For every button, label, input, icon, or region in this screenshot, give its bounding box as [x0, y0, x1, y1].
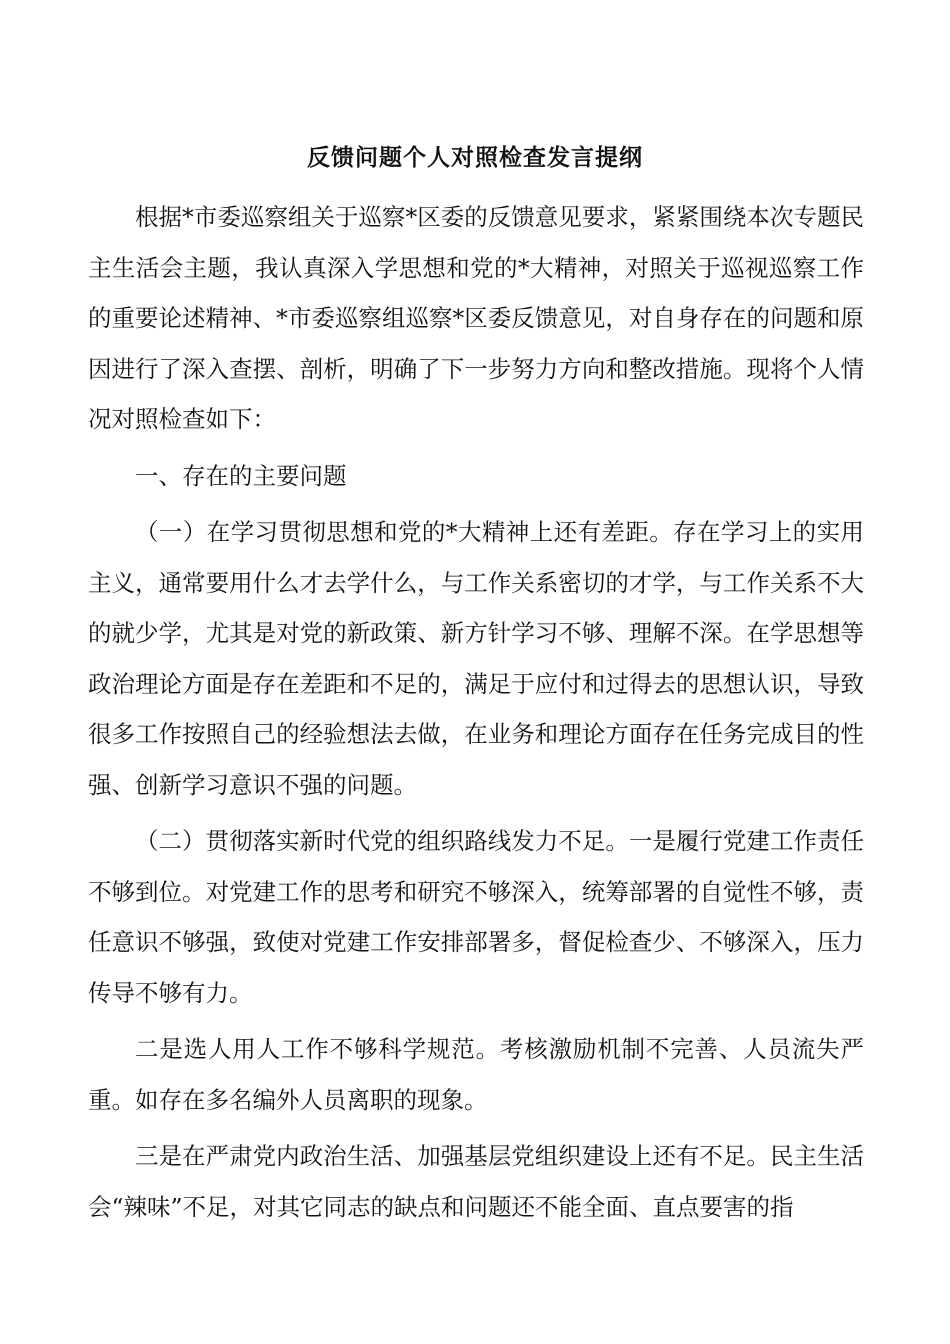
paragraph-problem-one: （一）在学习贯彻思想和党的*大精神上还有差距。存在学习上的实用主义，通常要用什么才去学什么，与工作关系密切的才学，与工作关系不大的就少学，尤其是对党的新政策、新方针学习不够、理解不深。在学思想等政治理论方面是存在差距和不足的，满足于应付和过得去的思想认识，导致很多工作按照自己的经验想法去做，在业务和理论方面存在任务完成目的性强、创新学习意识不强的问题。 — [88, 518, 864, 799]
document-title: 反馈问题个人对照检查发言提纲 — [307, 145, 643, 171]
section-heading-main-problems: 一、存在的主要问题 — [135, 461, 347, 490]
paragraph-point-two: 二是选人用人工作不够科学规范。考核激励机制不完善、人员流失严重。如存在多名编外人员离职的现象。 — [88, 1035, 864, 1114]
paragraph-intro: 根据*市委巡察组关于巡察*区委的反馈意见要求，紧紧围绕本次专题民主生活会主题，我认真深入学思想和党的*大精神，对照关于巡视巡察工作的重要论述精神、*市委巡察组巡察*区委反馈意见，对自身存在的问题和原因进行了深入查摆、剖析，明确了下一步努力方向和整改措施。现将个人情况对照检查如下： — [88, 203, 864, 433]
paragraph-point-three: 三是在严肃党内政治生活、加强基层党组织建设上还有不足。民主生活会“辣味”不足，对其它同志的缺点和问题还不能全面、直点要害的指 — [88, 1142, 864, 1221]
paragraph-problem-two: （二）贯彻落实新时代党的组织路线发力不足。一是履行党建工作责任不够到位。对党建工作的思考和研究不够深入，统筹部署的自觉性不够，责任意识不够强，致使对党建工作安排部署多，督促检查少、不够深入，压力传导不够有力。 — [88, 827, 864, 1007]
document-body — [88, 192, 864, 1232]
